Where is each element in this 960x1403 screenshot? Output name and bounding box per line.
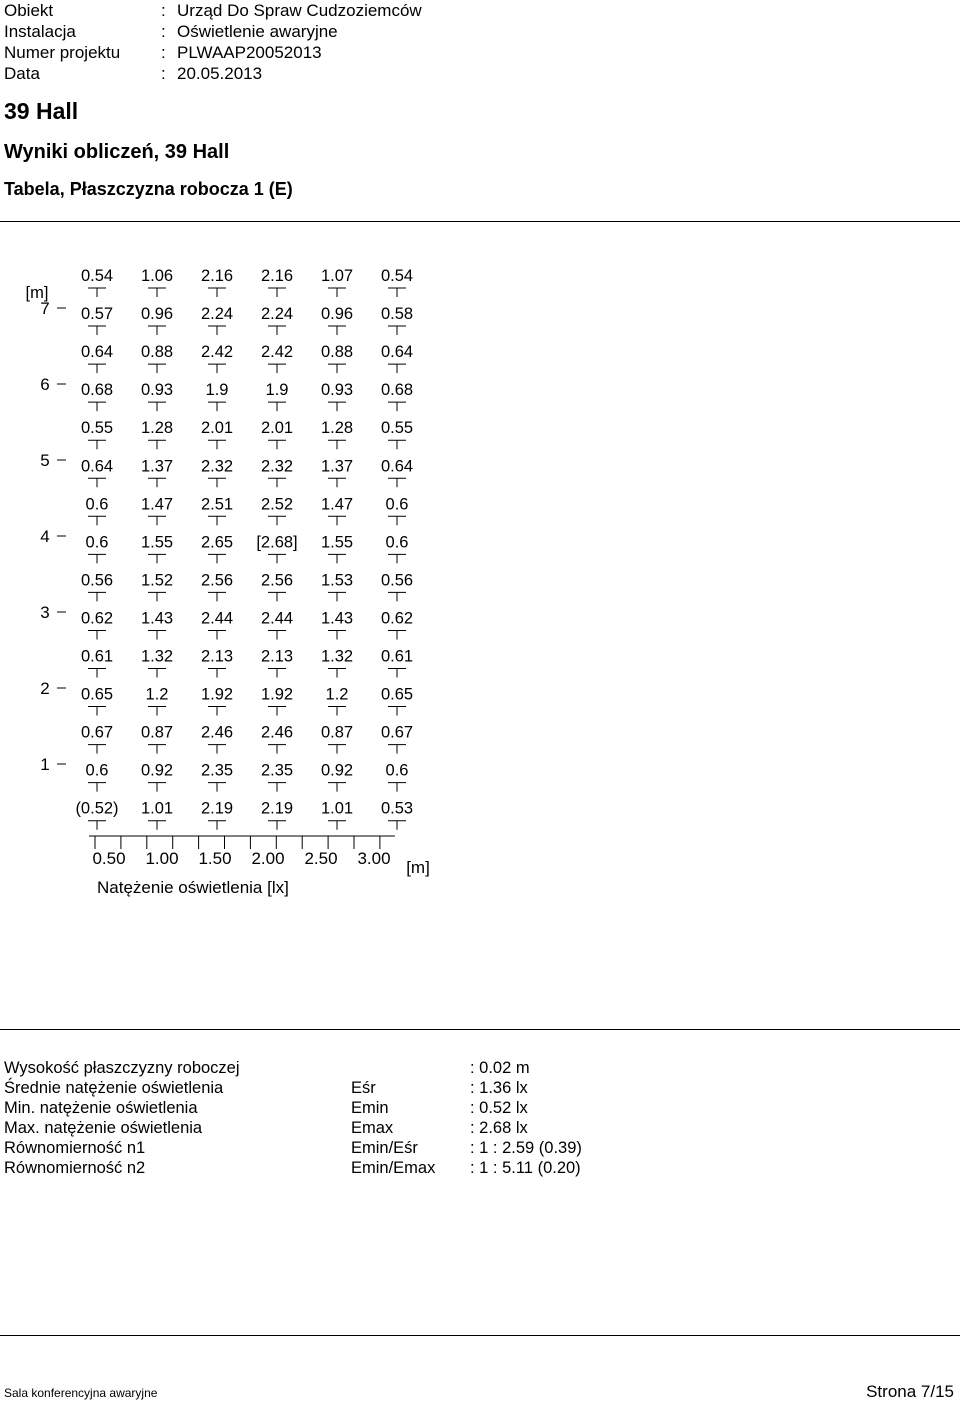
grid-point-marker (88, 592, 106, 601)
grid-value: 1.47 (320, 495, 354, 514)
grid-value: 1.2 (145, 685, 169, 704)
grid-point-marker (268, 364, 286, 373)
grid-point-marker (328, 326, 346, 335)
grid-value: 1.37 (320, 457, 354, 476)
x-tick-label: 1.50 (198, 849, 232, 868)
grid-value: 0.87 (320, 723, 354, 742)
grid-value: 0.88 (140, 343, 174, 362)
grid-value: 0.62 (80, 609, 114, 628)
y-tick-label: 3 (40, 603, 50, 622)
grid-value: 0.64 (80, 457, 114, 476)
result-symbol: Emin/Emax (351, 1159, 436, 1177)
grid-point-marker (88, 669, 106, 678)
result-symbol: Eśr (351, 1079, 376, 1097)
grid-point-marker (208, 669, 226, 678)
grid-point-marker (328, 516, 346, 525)
result-value: : 1 : 5.11 (0.20) (470, 1159, 581, 1177)
grid-point-marker (328, 364, 346, 373)
grid-point-marker (388, 554, 406, 563)
grid-value: 1.55 (320, 533, 354, 552)
meta-row-project-number: Numer projektu : PLWAAP20052013 (4, 43, 322, 62)
grid-point-marker (328, 821, 346, 830)
grid-point-marker (268, 440, 286, 449)
x-tick-label: 2.50 (304, 849, 338, 868)
grid-value: 2.19 (260, 799, 294, 818)
grid-point-marker (148, 821, 166, 830)
grid-value: 0.67 (80, 723, 114, 742)
grid-point-marker (148, 402, 166, 411)
grid-value: 2.44 (260, 609, 294, 628)
grid-value: 1.9 (265, 381, 289, 400)
grid-value: 0.64 (80, 343, 114, 362)
grid-point-marker (268, 821, 286, 830)
grid-value: 1.52 (140, 571, 174, 590)
result-symbol: Emin/Eśr (351, 1139, 418, 1157)
grid-point-marker (148, 707, 166, 716)
footer-divider (0, 1335, 960, 1336)
x-tick-label: 1.00 (145, 849, 179, 868)
y-axis-unit-label: [m] (25, 284, 49, 302)
grid-value: 1.43 (320, 609, 354, 628)
grid-point-marker (388, 326, 406, 335)
grid-point-marker (388, 516, 406, 525)
grid-point-marker (88, 516, 106, 525)
meta-key: Obiekt (4, 1, 54, 20)
y-tick-label: 7 (40, 299, 50, 318)
result-symbol: Emax (351, 1119, 394, 1137)
grid-value: 0.92 (320, 761, 354, 780)
room-title: 39 Hall (4, 98, 79, 124)
grid-point-marker (388, 821, 406, 830)
grid-point-marker (88, 288, 106, 297)
x-axis-unit-label: [m] (406, 858, 430, 877)
grid-point-marker (208, 745, 226, 754)
grid-value: 2.51 (200, 495, 234, 514)
grid-value: 0.56 (80, 571, 114, 590)
grid-value: 2.01 (260, 419, 294, 438)
meta-key: Instalacja (4, 22, 76, 41)
grid-point-marker (148, 592, 166, 601)
grid-value: 1.28 (140, 419, 174, 438)
meta-row-date: Data : 20.05.2013 (4, 64, 263, 83)
y-tick-label: 6 (40, 375, 50, 394)
grid-point-marker (268, 592, 286, 601)
grid-value: 1.06 (140, 267, 174, 285)
grid-value: 0.55 (380, 419, 414, 438)
grid-value: 1.55 (140, 533, 174, 552)
grid-point-marker (208, 554, 226, 563)
grid-point-marker (328, 440, 346, 449)
meta-row-installation: Instalacja : Oświetlenie awaryjne (4, 22, 338, 41)
grid-value: 1.28 (320, 419, 354, 438)
grid-point-marker (88, 783, 106, 792)
grid-point-marker (208, 402, 226, 411)
grid-point-marker (208, 364, 226, 373)
grid-value: 2.42 (200, 343, 234, 362)
grid-value: 0.57 (80, 305, 114, 324)
grid-value: 0.67 (380, 723, 414, 742)
grid-point-marker (148, 364, 166, 373)
grid-point-marker (388, 440, 406, 449)
grid-point-marker (148, 326, 166, 335)
grid-point-marker (208, 630, 226, 639)
result-value: : 2.68 lx (470, 1119, 528, 1137)
grid-value: 1.47 (140, 495, 174, 514)
x-tick-label: 2.00 (251, 849, 285, 868)
grid-value: 2.35 (200, 761, 234, 780)
grid-point-marker (208, 783, 226, 792)
grid-value: 1.43 (140, 609, 174, 628)
grid-value: 2.32 (260, 457, 294, 476)
grid-caption: Natężenie oświetlenia [lx] (97, 878, 289, 897)
grid-value: 0.62 (380, 609, 414, 628)
result-value: : 0.52 lx (470, 1099, 528, 1117)
grid-value: 0.55 (80, 419, 114, 438)
grid-point-marker (268, 783, 286, 792)
grid-point-marker (148, 478, 166, 487)
meta-row-object: Obiekt : Urząd Do Spraw Cudzoziemców (4, 1, 422, 20)
grid-value: 0.65 (380, 685, 414, 704)
grid-value: 0.6 (385, 761, 409, 780)
grid-point-marker (268, 478, 286, 487)
page-number: Strona 7/15 (866, 1382, 954, 1401)
result-value: : 0.02 m (470, 1059, 530, 1077)
grid-point-marker (388, 478, 406, 487)
grid-value: 1.37 (140, 457, 174, 476)
grid-value: (0.52) (75, 799, 119, 818)
grid-point-marker (88, 821, 106, 830)
grid-point-marker (328, 745, 346, 754)
grid-point-marker (328, 669, 346, 678)
grid-point-marker (328, 554, 346, 563)
grid-point-marker (88, 554, 106, 563)
grid-value: 2.24 (260, 305, 294, 324)
grid-value: 2.13 (260, 647, 294, 666)
meta-value: Oświetlenie awaryjne (177, 22, 338, 41)
footer-project-name: Sala konferencyjna awaryjne (4, 1386, 158, 1400)
result-symbol: Emin (351, 1099, 389, 1117)
grid-point-marker (328, 402, 346, 411)
x-tick-label: 0.50 (92, 849, 126, 868)
grid-point-marker (388, 745, 406, 754)
grid-point-marker (268, 288, 286, 297)
grid-value: 0.96 (320, 305, 354, 324)
grid-point-marker (148, 630, 166, 639)
grid-value: 2.01 (200, 419, 234, 438)
grid-value: 2.24 (200, 305, 234, 324)
y-tick-label: 1 (40, 755, 50, 774)
project-meta (4, 0, 422, 84)
grid-value: 2.44 (200, 609, 234, 628)
result-label: Równomierność n2 (4, 1159, 146, 1177)
top-divider (0, 221, 960, 222)
grid-point-marker (88, 364, 106, 373)
section-title: Wyniki obliczeń, 39 Hall (4, 141, 230, 163)
grid-value: 2.19 (200, 799, 234, 818)
grid-value: 0.68 (380, 381, 414, 400)
grid-point-marker (328, 592, 346, 601)
grid-value: [2.68] (256, 533, 298, 552)
grid-point-marker (268, 516, 286, 525)
result-label: Średnie natężenie oświetlenia (4, 1079, 224, 1097)
grid-value: 0.93 (320, 381, 354, 400)
grid-value: 0.6 (85, 761, 109, 780)
grid-value: 2.42 (260, 343, 294, 362)
grid-point-marker (148, 745, 166, 754)
grid-point-marker (208, 821, 226, 830)
grid-value: 0.58 (380, 305, 414, 324)
grid-value: 0.54 (80, 267, 114, 285)
grid-point-marker (328, 630, 346, 639)
grid-point-marker (88, 630, 106, 639)
grid-value: 1.2 (325, 685, 349, 704)
grid-value: 0.68 (80, 381, 114, 400)
grid-point-marker (208, 326, 226, 335)
result-label: Równomierność n1 (4, 1139, 146, 1157)
grid-value: 2.16 (200, 267, 234, 285)
grid-point-marker (88, 478, 106, 487)
y-tick-label: 4 (40, 527, 50, 546)
grid-value: 0.96 (140, 305, 174, 324)
grid-value: 1.9 (205, 381, 229, 400)
grid-point-marker (88, 745, 106, 754)
grid-point-marker (388, 592, 406, 601)
table-title: Tabela, Płaszczyzna robocza 1 (E) (4, 179, 293, 199)
meta-key: Numer projektu (4, 43, 121, 62)
grid-point-marker (388, 364, 406, 373)
grid-value: 2.65 (200, 533, 234, 552)
grid-point-marker (148, 516, 166, 525)
grid-value: 0.61 (80, 647, 114, 666)
grid-value: 1.01 (320, 799, 354, 818)
grid-value: 1.01 (140, 799, 174, 818)
grid-point-marker (268, 745, 286, 754)
grid-point-marker (148, 288, 166, 297)
meta-key: Data (4, 64, 40, 83)
illuminance-grid (0, 250, 460, 910)
grid-point-marker (388, 288, 406, 297)
grid-value: 2.46 (200, 723, 234, 742)
grid-point-marker (268, 669, 286, 678)
grid-point-marker (388, 707, 406, 716)
grid-value: 2.35 (260, 761, 294, 780)
meta-value: 20.05.2013 (177, 64, 263, 83)
grid-value: 0.87 (140, 723, 174, 742)
grid-point-marker (268, 402, 286, 411)
x-tick-label: 3.00 (357, 849, 391, 868)
grid-point-marker (88, 326, 106, 335)
grid-value: 0.65 (80, 685, 114, 704)
grid-point-marker (148, 783, 166, 792)
result-label: Wysokość płaszczyzny roboczej (4, 1059, 240, 1077)
grid-value: 0.88 (320, 343, 354, 362)
grid-point-marker (88, 707, 106, 716)
grid-value: 2.32 (200, 457, 234, 476)
result-label: Min. natężenie oświetlenia (4, 1099, 198, 1117)
grid-point-marker (148, 669, 166, 678)
grid-value: 2.56 (200, 571, 234, 590)
grid-point-marker (148, 554, 166, 563)
grid-point-marker (148, 440, 166, 449)
grid-point-marker (268, 630, 286, 639)
grid-point-marker (388, 669, 406, 678)
grid-value: 1.32 (320, 647, 354, 666)
grid-value: 1.92 (260, 685, 294, 704)
grid-value: 0.93 (140, 381, 174, 400)
grid-value: 0.54 (380, 267, 414, 285)
grid-point-marker (328, 478, 346, 487)
grid-value: 1.32 (140, 647, 174, 666)
grid-value: 0.6 (385, 495, 409, 514)
grid-value: 0.92 (140, 761, 174, 780)
grid-value: 0.64 (380, 457, 414, 476)
grid-point-marker (328, 783, 346, 792)
grid-value: 0.6 (85, 495, 109, 514)
result-label: Max. natężenie oświetlenia (4, 1119, 203, 1137)
grid-value: 0.6 (85, 533, 109, 552)
grid-value: 0.53 (380, 799, 414, 818)
grid-point-marker (268, 707, 286, 716)
grid-point-marker (88, 402, 106, 411)
grid-value: 1.07 (320, 267, 354, 285)
meta-value: PLWAAP20052013 (177, 43, 322, 62)
grid-point-marker (208, 516, 226, 525)
grid-point-marker (388, 402, 406, 411)
grid-point-marker (268, 326, 286, 335)
grid-point-marker (208, 288, 226, 297)
grid-value: 0.64 (380, 343, 414, 362)
grid-value: 0.56 (380, 571, 414, 590)
grid-point-marker (208, 592, 226, 601)
grid-point-marker (208, 440, 226, 449)
grid-value: 2.56 (260, 571, 294, 590)
grid-value: 2.52 (260, 495, 294, 514)
grid-value: 1.92 (200, 685, 234, 704)
grid-point-marker (208, 478, 226, 487)
results-divider (0, 1029, 960, 1030)
grid-point-marker (388, 630, 406, 639)
result-value: : 1 : 2.59 (0.39) (470, 1139, 582, 1157)
grid-value: 0.6 (385, 533, 409, 552)
grid-point-marker (88, 440, 106, 449)
grid-value: 0.61 (380, 647, 414, 666)
y-tick-label: 5 (40, 451, 50, 470)
grid-point-marker (388, 783, 406, 792)
grid-value: 2.46 (260, 723, 294, 742)
grid-value: 2.16 (260, 267, 294, 285)
grid-value: 1.53 (320, 571, 354, 590)
grid-point-marker (268, 554, 286, 563)
grid-point-marker (208, 707, 226, 716)
grid-point-marker (328, 707, 346, 716)
grid-value: 2.13 (200, 647, 234, 666)
result-value: : 1.36 lx (470, 1079, 528, 1097)
meta-value: Urząd Do Spraw Cudzoziemców (177, 1, 422, 20)
y-tick-label: 2 (40, 679, 50, 698)
grid-point-marker (328, 288, 346, 297)
